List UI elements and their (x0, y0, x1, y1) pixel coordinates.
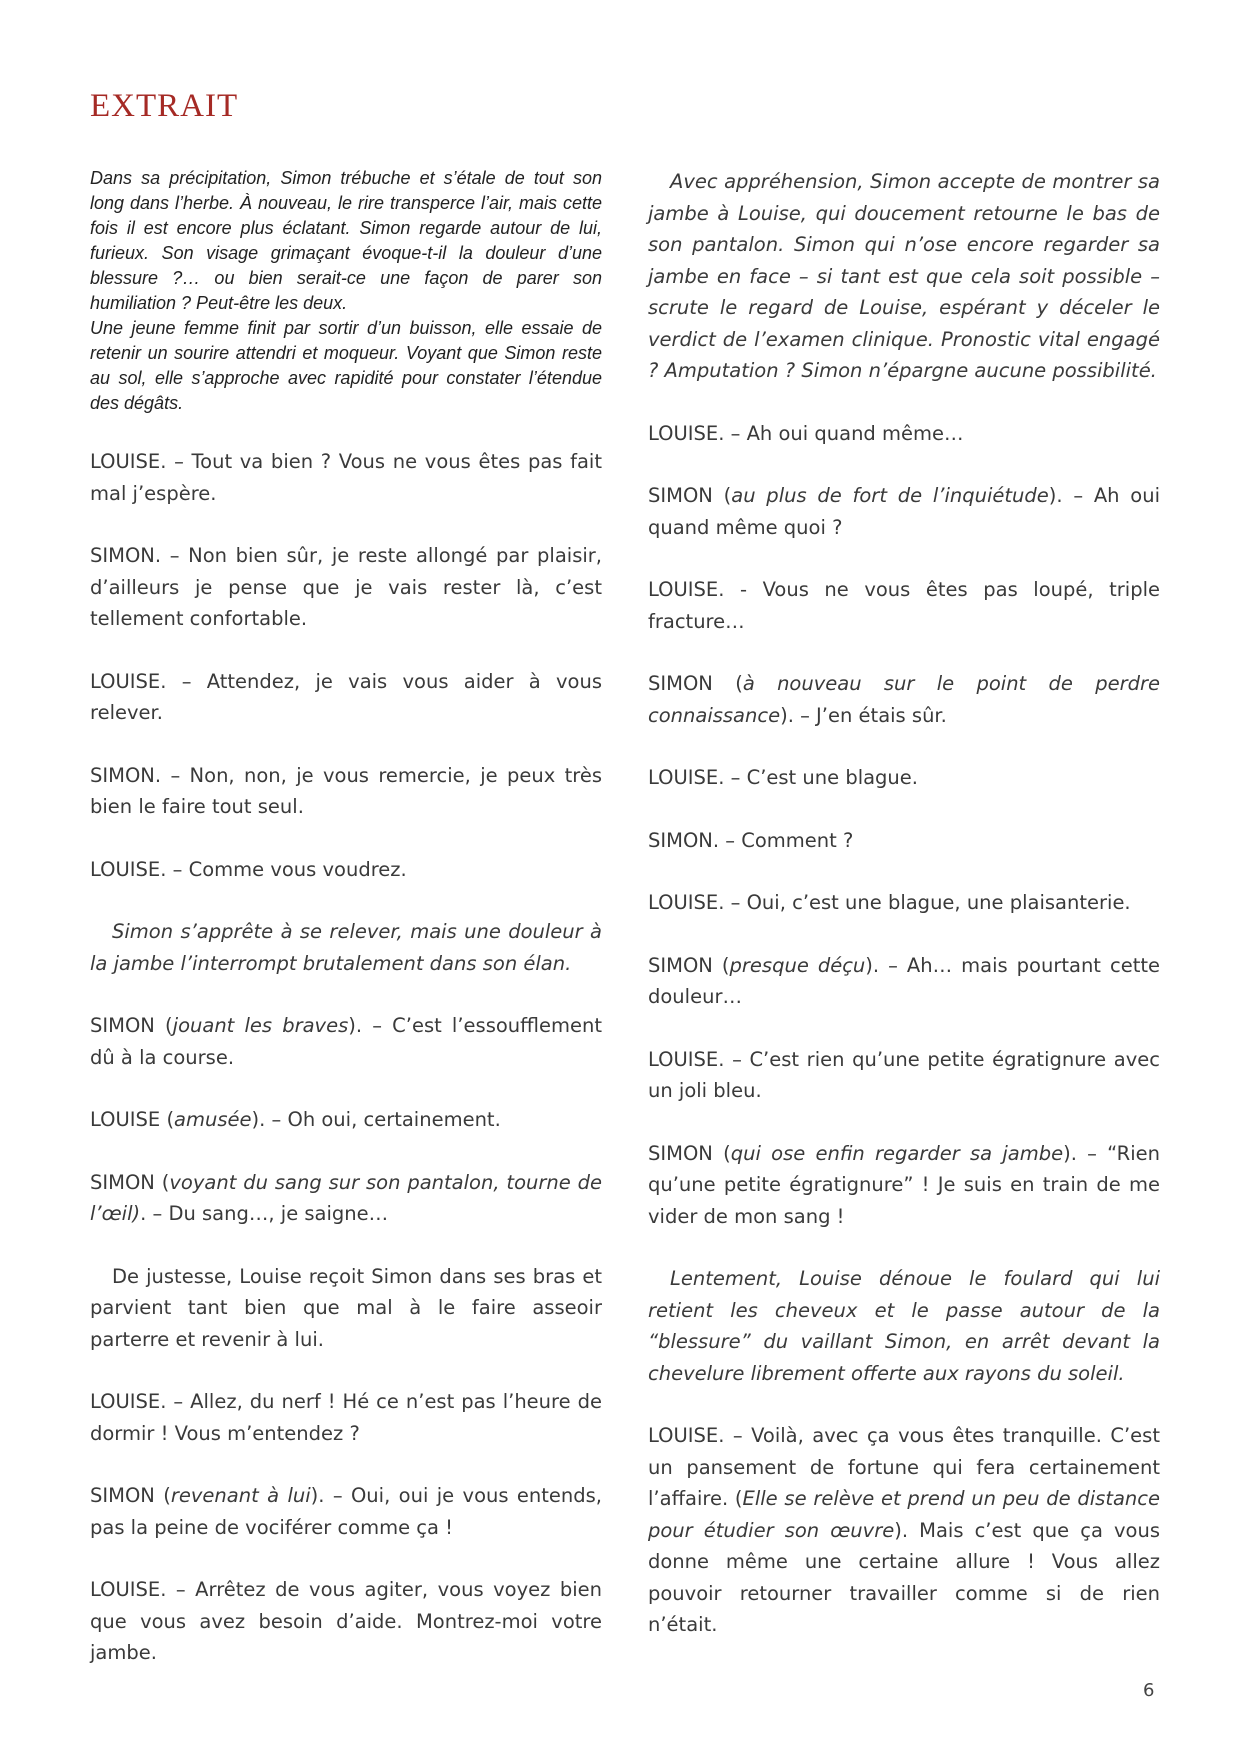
line-text: ). Mais c’est que ça vous donne même une certaine allure ! Vous allez pouvoir retourner travailler comme si de rien n’était. (648, 1518, 1161, 1636)
page-number: 6 (1143, 1680, 1155, 1701)
dialogue-line (648, 1420, 1160, 1641)
dialogue-line: LOUISE. – Comme vous voudrez. (90, 857, 407, 881)
line-text: . – Du sang…, je saigne… (140, 1202, 389, 1225)
dialogue-line: LOUISE. – Ah oui quand même… (648, 421, 964, 445)
speaker-text: LOUISE ( (90, 1108, 175, 1131)
inline-direction: jouant les braves (172, 1014, 349, 1037)
intro-paragraph: Dans sa précipitation, Simon trébuche et s’étale de tout son long dans l’herbe. À nouveau, le rire transperce l’air, mais cette fois il est encore plus éclatant. Simon regarde autour de lui, furieux. Son visage grimaçant évoque-t-il la douleur d’une blessure ?… ou bien serait-ce une façon de parer son humiliation ? Peut-être les deux. (90, 168, 602, 313)
dialogue-line: SIMON. – Comment ? (648, 828, 854, 852)
stage-direction: Avec appréhension, Simon accepte de montrer sa jambe à Louise, qui doucement retourne le bas de son pantalon. Simon qui n’ose encore regarder sa jambe en face – si tant est que cela soit possible – scrute le regard de Louise, espérant y déceler le verdict de l’examen clinique. Pronostic vital engagé ? Amputation ? Simon n’épargne aucune possibilité. (648, 170, 1160, 382)
line-text: ). – “Rien qu’une petite égratignure” ! Je suis en train de me vider de mon sang ! (648, 1141, 1160, 1228)
section-title: EXTRAIT (90, 88, 239, 124)
dialogue-line: LOUISE. – C’est une blague. (648, 766, 918, 789)
inline-direction: revenant à lui (170, 1484, 311, 1507)
dialogue-line: SIMON. – Non bien sûr, je reste allongé par plaisir, d’ailleurs je pense que je vais rester là, c’est tellement confortable. (90, 544, 602, 630)
inline-direction: amusée (174, 1108, 252, 1131)
line-text: ). – Oui, oui je vous entends, pas la peine de vociférer comme ça ! (90, 1484, 602, 1539)
inline-direction: qui ose enfin regarder sa jambe (730, 1141, 1064, 1165)
inline-direction: à nouveau sur le point de perdre connaissance (648, 672, 1160, 727)
line-text: ). – J’en étais sûr. (780, 703, 947, 727)
speaker-text: SIMON ( (90, 1014, 173, 1037)
dialogue-line: LOUISE. – Allez, du nerf ! Hé ce n’est pas l’heure de dormir ! Vous m’entendez ? (90, 1390, 602, 1445)
line-text: ). – Ah… mais pourtant cette douleur… (648, 953, 1160, 1008)
dialogue-line: LOUISE. - Vous ne vous êtes pas loupé, triple fracture… (648, 578, 1160, 633)
right-column (648, 166, 1160, 1672)
dialogue-line (648, 480, 1160, 543)
dialogue-left (90, 446, 602, 1669)
dialogue-right (648, 166, 1160, 1641)
dialogue-line: LOUISE. – C’est rien qu’une petite égratignure avec un joli bleu. (648, 1047, 1160, 1102)
dialogue-line: LOUISE. – Tout va bien ? Vous ne vous êtes pas fait mal j’espère. (90, 450, 602, 505)
left-column (90, 166, 602, 1700)
stage-direction: De justesse, Louise reçoit Simon dans ses bras et parvient tant bien que mal à le faire asseoir parterre et revenir à lui. (90, 1264, 602, 1351)
dialogue-line (648, 1138, 1160, 1233)
speaker-text: SIMON ( (90, 1484, 171, 1507)
dialogue-line (648, 950, 1160, 1013)
line-text: ). – Oh oui, certainement. (251, 1108, 501, 1131)
stage-direction: Simon s’apprête à se relever, mais une douleur à la jambe l’interrompt brutalement dans son élan. (90, 920, 602, 975)
speaker-text: SIMON ( (648, 484, 732, 507)
speaker-text: SIMON ( (648, 953, 730, 977)
speaker-text: SIMON ( (648, 1141, 731, 1165)
inline-direction: Elle se relève et prend un peu de distance pour étudier son œuvre (648, 1487, 1160, 1542)
dialogue-line (648, 668, 1160, 731)
inline-direction: au plus de fort de l’inquiétude (731, 484, 1049, 507)
dialogue-line: LOUISE. – Oui, c’est une blague, une plaisanterie. (648, 891, 1131, 914)
speaker-text: SIMON ( (90, 1170, 170, 1194)
inline-direction: voyant du sang sur son pantalon, tourne de l’œil) (90, 1170, 602, 1225)
line-text: ). – Ah oui quand même quoi ? (648, 484, 1160, 539)
inline-direction: presque déçu (729, 953, 866, 977)
intro-narrative (90, 166, 602, 416)
dialogue-line (90, 1010, 602, 1073)
dialogue-line (90, 1104, 602, 1136)
dialogue-line (90, 1167, 602, 1230)
dialogue-line (90, 1480, 602, 1543)
speaker-text: SIMON ( (648, 672, 743, 695)
dialogue-line: LOUISE. – Arrêtez de vous agiter, vous voyez bien que vous avez besoin d’aide. Montrez-moi votre jambe. (90, 1578, 602, 1664)
dialogue-line: LOUISE. – Attendez, je vais vous aider à vous relever. (90, 669, 602, 724)
intro-paragraph: Une jeune femme finit par sortir d’un buisson, elle essaie de retenir un sourire attendri et moqueur. Voyant que Simon reste au sol, elle s’approche avec rapidité pour constater l’étendue des dégâts. (90, 318, 602, 413)
line-text: LOUISE. – Voilà, avec ça vous êtes tranquille. C’est un pansement de fortune qui fera certainement l’affaire. ( (648, 1424, 1160, 1510)
stage-direction: Lentement, Louise dénoue le foulard qui lui retient les cheveux et le passe autour de la “blessure” du vaillant Simon, en arrêt devant la chevelure librement offerte aux rayons du soleil. (648, 1267, 1160, 1385)
line-text: ). – C’est l’essoufflement dû à la course. (90, 1014, 602, 1069)
dialogue-line: SIMON. – Non, non, je vous remercie, je peux très bien le faire tout seul. (90, 763, 602, 818)
